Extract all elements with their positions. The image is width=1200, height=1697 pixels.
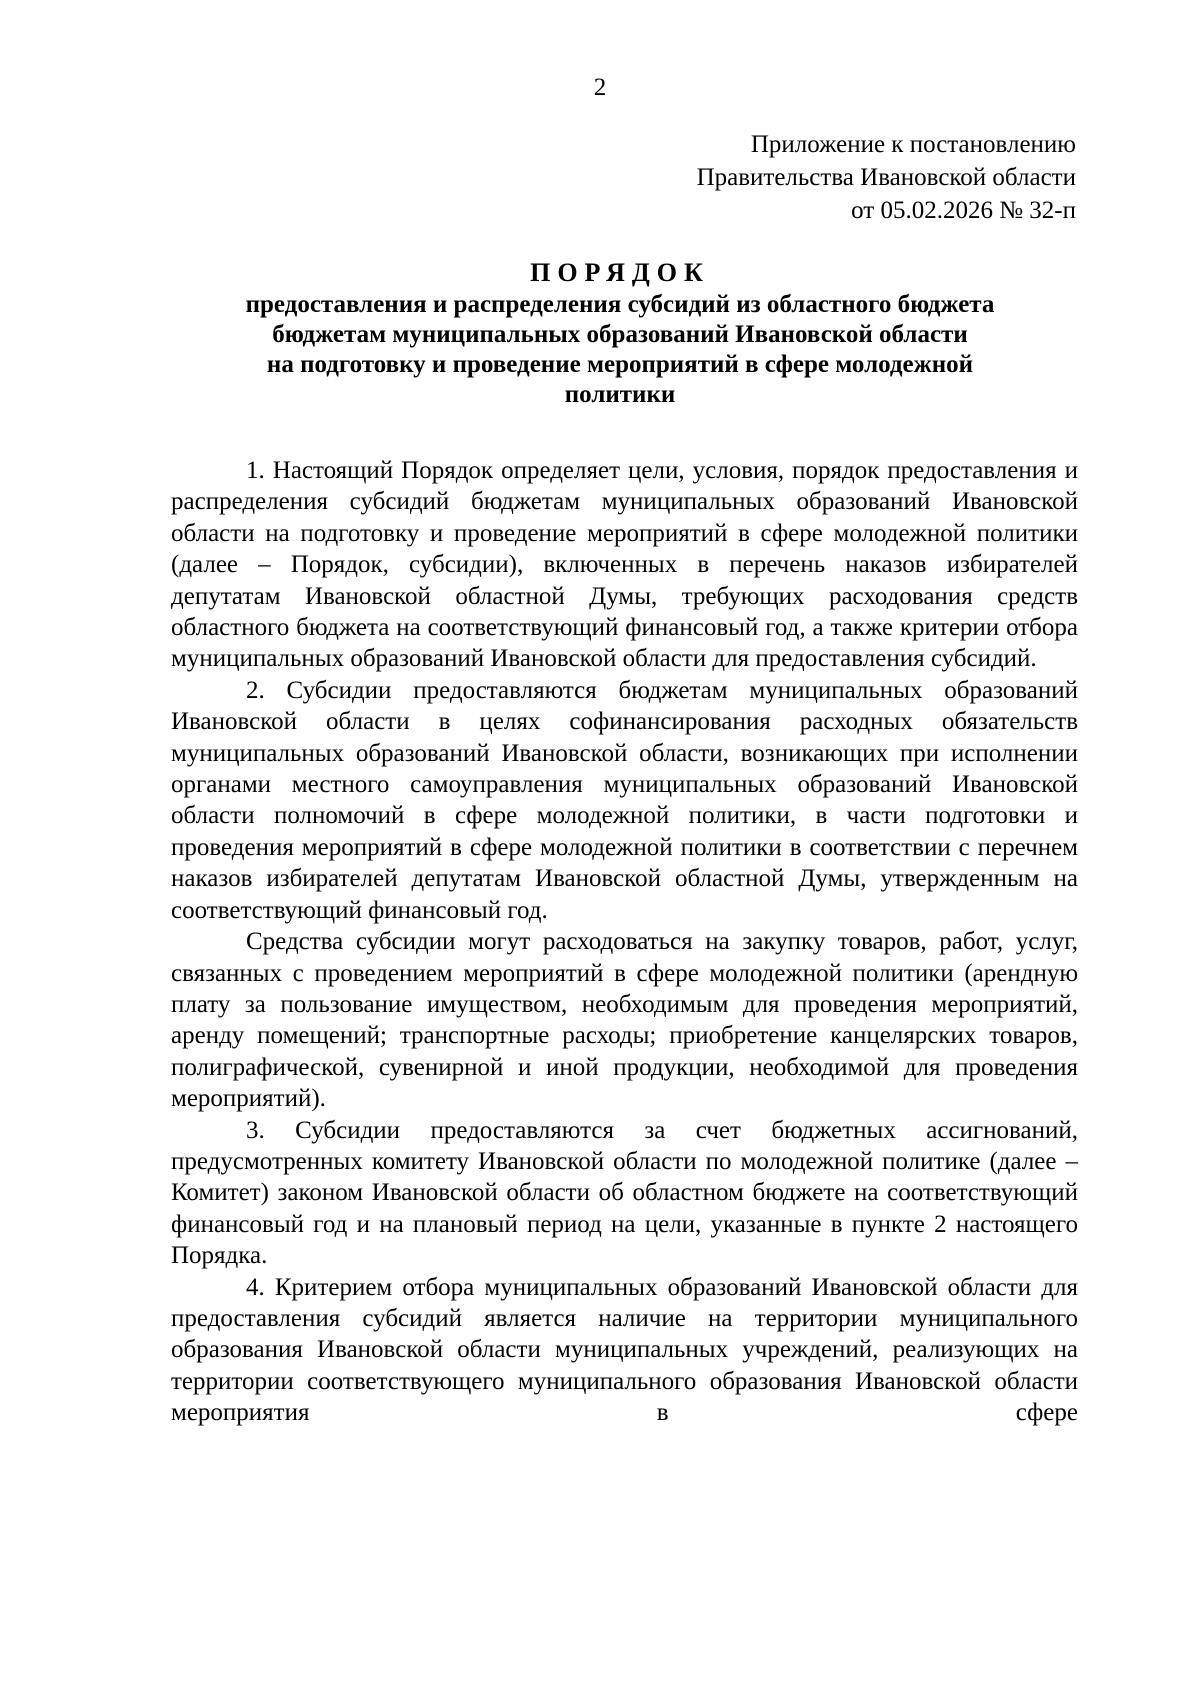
- title-main: ПОРЯДОК: [530, 258, 710, 287]
- subtitle-line-3: на подготовку и проведение мероприятий в сфере молодежной: [266, 351, 974, 378]
- title-subtitle: [160, 290, 1080, 410]
- appendix-line-1: Приложение к постановлению: [750, 131, 1076, 158]
- document-title: [160, 256, 1080, 410]
- subtitle-line-4: политики: [564, 381, 676, 408]
- paragraph-4: 4. Критерием отбора муниципальных образований Ивановской области для предоставления субсидий является наличие на территории муниципального образования Ивановской области муниципальных учреждений, реализующих на территории соответствующего муниципального образования Ивановской области мероприятия в сфере: [171, 1273, 1078, 1427]
- appendix-line-2: Правительства Ивановской области: [696, 164, 1076, 191]
- paragraph-3: 3. Субсидии предоставляются за счет бюджетных ассигнований, предусмотренных комитету Ивановской области по молодежной политике (далее – Комитет) законом Ивановской области об областном бюджете на соответствующий финансовый год и на плановый период на цели, указанные в пункте 2 настоящего Порядка.: [171, 1116, 1078, 1270]
- subtitle-line-2: бюджетам муниципальных образований Ивановской области: [272, 321, 968, 348]
- subtitle-line-1: предоставления и распределения субсидий из областного бюджета: [245, 291, 995, 318]
- appendix-reference: [697, 128, 1076, 227]
- paragraph-1: 1. Настоящий Порядок определяет цели, условия, порядок предоставления и распределения субсидий бюджетам муниципальных образований Ивановской области на подготовку и проведение мероприятий в сфере молодежной политики (далее – Порядок, субсидии), включенных в перечень наказов избирателей депутатам Ивановской областной Думы, требующих расходования средств областного бюджета на соответствующий финансовый год, а также критерии отбора муниципальных образований Ивановской области для предоставления субсидий.: [171, 457, 1078, 673]
- appendix-line-3: от 05.02.2026 № 32-п: [851, 197, 1076, 224]
- document-body: [171, 455, 1078, 1429]
- page-number: 2: [593, 74, 607, 101]
- paragraph-2-funds: Средства субсидии могут расходоваться на закупку товаров, работ, услуг, связанных с проведением мероприятий в сфере молодежной политики (арендную плату за пользование имуществом, необходимым для проведения мероприятий, аренду помещений; транспортные расходы; приобретение канцелярских товаров, полиграфической, сувенирной и иной продукции, необходимой для проведения мероприятий).: [171, 928, 1078, 1113]
- paragraph-2: 2. Субсидии предоставляются бюджетам муниципальных образований Ивановской области в целях софинансирования расходных обязательств муниципальных образований Ивановской области, возникающих при исполнении органами местного самоуправления муниципальных образований Ивановской области полномочий в сфере молодежной политики, в части подготовки и проведения мероприятий в сфере молодежной политики в соответствии с перечнем наказов избирателей депутатам Ивановской областной Думы, утвержденным на соответствующий финансовый год.: [171, 676, 1078, 924]
